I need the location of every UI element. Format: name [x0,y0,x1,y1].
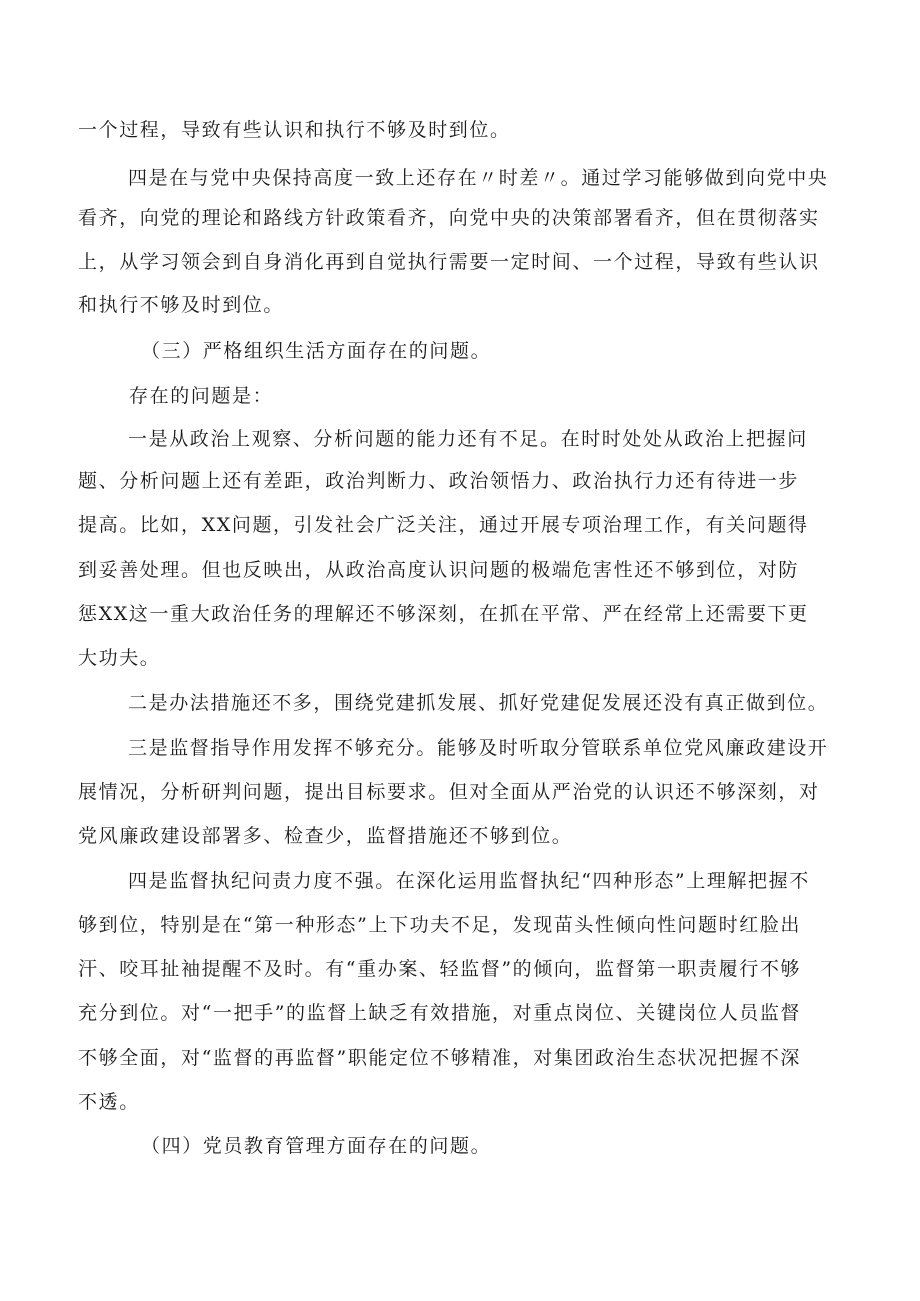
section-heading: （四）党员教育管理方面存在的问题。 [141,1135,492,1157]
text-line: 大功夫。 [78,647,161,669]
text-line: 到妥善处理。但也反映出，从政治高度认识问题的极端危害性还不够到位，对防 [78,559,800,581]
text-line: 一是从政治上观察、分析问题的能力还有不足。在时时处处从政治上把握问 [128,428,808,450]
text-line: 充分到位。对“一把手”的监督上缺乏有效措施，对重点岗位、关键岗位人员监督 [78,1002,802,1024]
text-line: 够到位，特别是在“第一种形态”上下功夫不足，发现苗头性倾向性问题时红脸出 [78,914,802,936]
text-line: 汗、咬耳扯袖提醒不及时。有“重办案、轻监督”的倾向，监督第一职责履行不够 [78,958,802,980]
text-line: 四是监督执纪问责力度不强。在深化运用监督执纪“四种形态”上理解把握不 [128,870,810,892]
text-line: 和执行不够及时到位。 [78,294,285,316]
text-line: 不透。 [78,1091,140,1113]
text-line: 存在的问题是： [129,385,274,407]
text-line: 不够全面，对“监督的再监督”职能定位不够精准，对集团政治生态状况把握不深 [78,1047,802,1069]
text-line: 上，从学习领会到自身消化再到自觉执行需要一定时间、一个过程，导致有些认识 [78,251,820,273]
text-line: 题、分析问题上还有差距，政治判断力、政治领悟力、政治执行力还有待进一步 [78,470,800,492]
text-line: 三是监督指导作用发挥不够充分。能够及时听取分管联系单位党风廉政建设开 [128,737,829,759]
section-heading: （三）严格组织生活方面存在的问题。 [141,340,492,362]
text-line: 四是在与党中央保持高度一致上还存在〃时差〃。通过学习能够做到向党中央 [128,167,829,189]
text-line: 一个过程，导致有些认识和执行不够及时到位。 [78,119,511,141]
text-line: 党风廉政建设部署多、检查少，监督措施还不够到位。 [78,825,573,847]
text-line: 惩XX这一重大政治任务的理解还不够深刻，在抓在平常、严在经常上还需要下更 [78,603,809,625]
text-line: 二是办法措施还不多，围绕党建抓发展、抓好党建促发展还没有真正做到位。 [128,692,829,714]
text-line: 展情况，分析研判问题，提出目标要求。但对全面从严治党的认识还不够深刻，对 [78,781,820,803]
text-line: 提高。比如，XX问题，引发社会广泛关注，通过开展专项治理工作，有关问题得 [78,514,809,536]
text-line: 看齐，向党的理论和路线方针政策看齐，向党中央的决策部署看齐，但在贯彻落实 [78,207,820,229]
